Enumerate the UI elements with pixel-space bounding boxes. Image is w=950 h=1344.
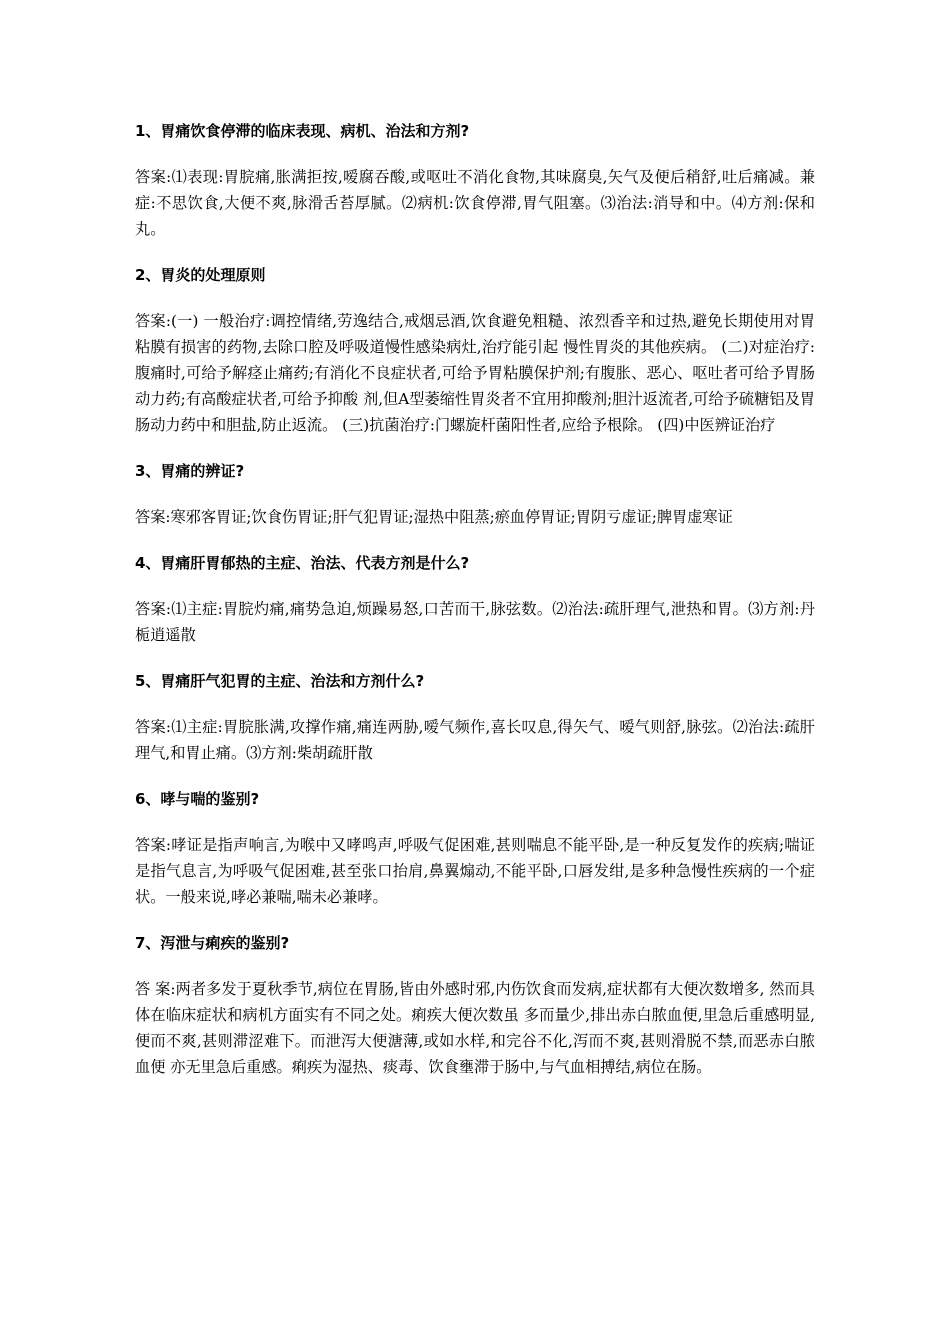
qa-item-2: [135, 264, 815, 438]
question-heading: 3、胃痛的辨证?: [135, 462, 245, 480]
question-heading: 1、胃痛饮食停滞的临床表现、病机、治法和方剂?: [135, 122, 470, 140]
question-heading: 2、胃炎的处理原则: [135, 266, 266, 284]
answer-paragraph: 答案:⑴主症:胃脘灼痛,痛势急迫,烦躁易怒,口苦而干,脉弦数。⑵治法:疏肝理气,泄热和胃。⑶方剂:丹栀逍遥散: [135, 600, 815, 644]
answer-paragraph: 答案:(一) 一般治疗:调控情绪,劳逸结合,戒烟忌酒,饮食避免粗糙、浓烈香辛和过热,避免长期使用对胃粘膜有损害的药物,去除口腔及呼吸道慢性感染病灶,治疗能引起 慢性胃炎的其他疾病。 (二)对症治疗:腹痛时,可给予解痉止痛药;有消化不良症状者,可给予胃粘膜保护剂;有腹胀、恶心、呕吐者可给予胃肠动力药;有高酸症状者,可给予抑酸 剂,但A型萎缩性胃炎者不宜用抑酸剂;胆汁返流者,可给予硫糖铝及胃肠动力药中和胆盐,防止返流。 (三)抗菌治疗:门螺旋杆菌阳性者,应给予根除。 (四)中医辨证治疗: [135, 312, 815, 434]
qa-item-3: [135, 460, 815, 530]
answer-paragraph: 答案:哮证是指声响言,为喉中又哮鸣声,呼吸气促困难,甚则喘息不能平卧,是一种反复发作的疾病;喘证是指气息言,为呼吸气促困难,甚至张口抬肩,鼻翼煽动,不能平卧,口唇发绀,是多种急慢性疾病的一个症状。一般来说,哮必兼喘,喘未必兼哮。: [135, 836, 815, 906]
qa-item-4: [135, 552, 815, 648]
qa-item-1: [135, 120, 815, 242]
question-heading: 7、泻泄与痢疾的鉴别?: [135, 934, 290, 952]
document-page: [135, 120, 815, 1102]
answer-paragraph: 答案:⑴主症:胃脘胀满,攻撑作痛,痛连两胁,嗳气频作,喜长叹息,得矢气、嗳气则舒,脉弦。⑵治法:疏肝理气,和胃止痛。⑶方剂:柴胡疏肝散: [135, 718, 815, 762]
qa-item-5: [135, 670, 815, 766]
answer-paragraph: 答 案:两者多发于夏秋季节,病位在胃肠,皆由外感时邪,内伤饮食而发病,症状都有大便次数增多, 然而具体在临床症状和病机方面实有不同之处。痢疾大便次数虽 多而量少,排出赤白脓血便,里急后重感明显,便而不爽,甚则滞涩难下。而泄泻大便溏薄,或如水样,和完谷不化,泻而不爽,甚则滑脱不禁,而恶赤白脓血便 亦无里急后重感。痢疾为湿热、痰毒、饮食壅滞于肠中,与气血相搏结,病位在肠。: [135, 980, 815, 1076]
qa-item-6: [135, 788, 815, 910]
qa-item-7: [135, 932, 815, 1080]
answer-paragraph: 答案:⑴表现:胃脘痛,胀满拒按,嗳腐吞酸,或呕吐不消化食物,其味腐臭,矢气及便后稍舒,吐后痛减。兼症:不思饮食,大便不爽,脉滑舌苔厚腻。⑵病机:饮食停滞,胃气阻塞。⑶治法:消导和中。⑷方剂:保和丸。: [135, 168, 815, 238]
answer-paragraph: 答案:寒邪客胃证;饮食伤胃证;肝气犯胃证;湿热中阻蒸;瘀血停胃证;胃阴亏虚证;脾胃虚寒证: [135, 508, 733, 526]
question-heading: 4、胃痛肝胃郁热的主症、治法、代表方剂是什么?: [135, 554, 470, 572]
question-heading: 5、胃痛肝气犯胃的主症、治法和方剂什么?: [135, 672, 425, 690]
question-heading: 6、哮与喘的鉴别?: [135, 790, 260, 808]
